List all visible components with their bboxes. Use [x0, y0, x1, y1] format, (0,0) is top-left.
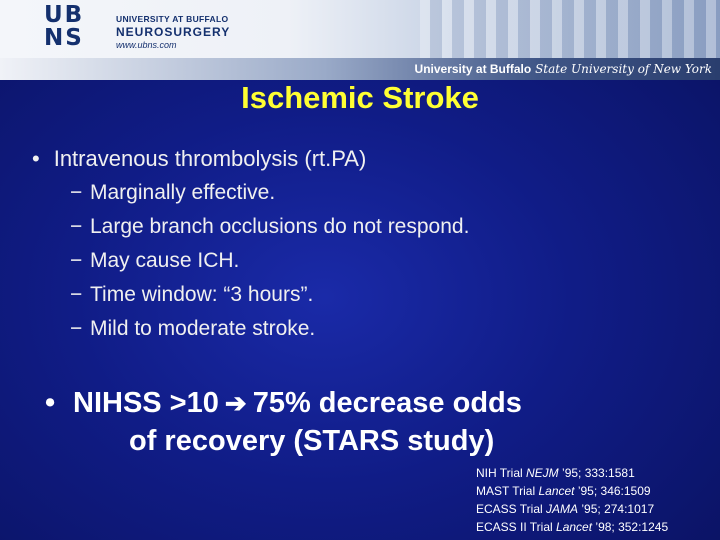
sub-bullet-list — [70, 178, 469, 348]
dash-icon: − — [70, 283, 83, 306]
ref-trial: MAST Trial — [476, 484, 539, 498]
ref-journal: JAMA — [546, 502, 579, 516]
ub-name: University at Buffalo — [414, 62, 532, 76]
sub-bullet-item — [70, 178, 469, 212]
banner-columns-image — [420, 0, 720, 60]
dash-icon: − — [70, 317, 83, 340]
reference-item — [476, 500, 668, 518]
sub-bullet-item — [70, 314, 469, 348]
ref-journal: Lancet — [538, 484, 575, 498]
bullet-dot-icon: • — [32, 146, 40, 171]
header-banner — [0, 0, 720, 80]
ref-citation: ’95; 274:1017 — [578, 502, 655, 516]
reference-item — [476, 518, 668, 536]
suny-name: State University of New York — [535, 62, 712, 76]
reference-item — [476, 464, 668, 482]
logo-bottom: NS — [44, 25, 84, 51]
sub-bullet-text: Time window: “3 hours”. — [90, 283, 314, 306]
ubns-logo — [44, 4, 230, 50]
ref-trial: ECASS II Trial — [476, 520, 557, 534]
logo-letters — [44, 4, 108, 50]
ref-trial: NIH Trial — [476, 466, 527, 480]
ref-journal: Lancet — [556, 520, 593, 534]
ref-citation: ’95; 346:1509 — [574, 484, 651, 498]
references-list — [476, 464, 668, 536]
nihss-line2: of recovery (STARS study) — [129, 425, 495, 457]
bullet-dot-icon: • — [45, 387, 56, 419]
dash-icon: − — [70, 215, 83, 238]
slide-title: Ischemic Stroke — [241, 80, 479, 115]
ref-trial: ECASS Trial — [476, 502, 547, 516]
logo-texts — [116, 14, 230, 50]
sub-bullet-item — [70, 280, 469, 314]
logo-university: UNIVERSITY AT BUFFALO — [116, 14, 229, 24]
bullet-thrombolysis — [32, 146, 366, 172]
logo-url: www.ubns.com — [116, 40, 177, 50]
sub-bullet-text: May cause ICH. — [90, 249, 240, 272]
arrow-right-icon: ➔ — [224, 388, 247, 418]
sub-bullet-item — [70, 246, 469, 280]
sub-bullet-text: Mild to moderate stroke. — [90, 317, 316, 340]
sub-bullet-item — [70, 212, 469, 246]
ref-citation: ’98; 352:1245 — [592, 520, 669, 534]
logo-top: UB — [44, 2, 85, 28]
dash-icon: − — [70, 249, 83, 272]
university-line — [415, 62, 712, 76]
sub-bullet-text: Large branch occlusions do not respond. — [90, 215, 470, 238]
ref-citation: ’95; 333:1581 — [558, 466, 635, 480]
nihss-line1 — [73, 386, 522, 420]
dash-icon: − — [70, 181, 83, 204]
logo-department: NEUROSURGERY — [116, 25, 231, 39]
nihss-outcome: 75% decrease odds — [252, 387, 522, 419]
sub-bullet-text: Marginally effective. — [90, 181, 276, 204]
nihss-threshold: NIHSS >10 — [73, 387, 219, 419]
ref-journal: NEJM — [526, 466, 559, 480]
bullet1-text: Intravenous thrombolysis (rt.PA) — [53, 146, 367, 171]
reference-item — [476, 482, 668, 500]
